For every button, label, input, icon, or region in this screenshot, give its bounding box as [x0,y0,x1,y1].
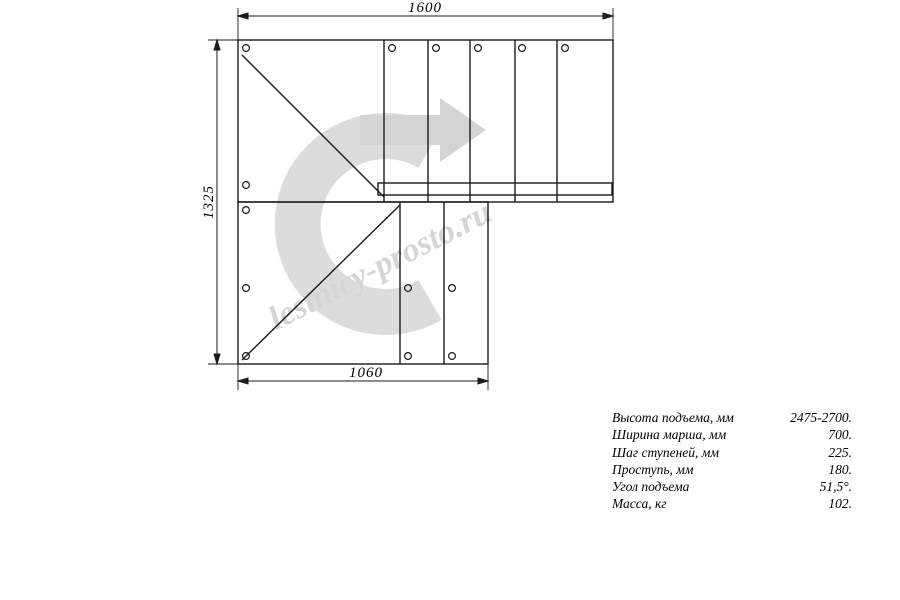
spec-label: Масса, кг [612,496,667,512]
dimension-left-label: 1325 [201,185,217,219]
dimension-lines-group [208,8,613,390]
spec-value: 51,5°. [819,479,852,495]
dimension-bottom-label: 1060 [349,365,383,381]
spec-label: Высота подъема, мм [612,410,734,425]
spec-value: 225. [828,444,852,460]
spec-row [612,409,852,426]
spec-row [612,426,852,443]
spec-value: 180. [828,461,852,477]
spec-label: Шаг ступеней, мм [612,444,720,460]
spec-row [612,461,852,478]
spec-value: 700. [828,427,852,443]
spec-value: 102. [828,496,852,512]
dimension-top-label: 1600 [408,0,442,16]
spec-label: Угол подъема [612,479,690,495]
spec-row [612,478,852,495]
spec-row [612,495,852,512]
spec-label: Ширина марша, мм [612,427,727,443]
spec-row [612,444,852,461]
spec-label: Проступь, мм [612,461,694,477]
spec-value: 2475-2700. [790,410,852,425]
watermark-group [263,98,498,338]
watermark-text: lestnicy-prosto.ru [262,193,498,338]
specification-table [612,409,852,513]
